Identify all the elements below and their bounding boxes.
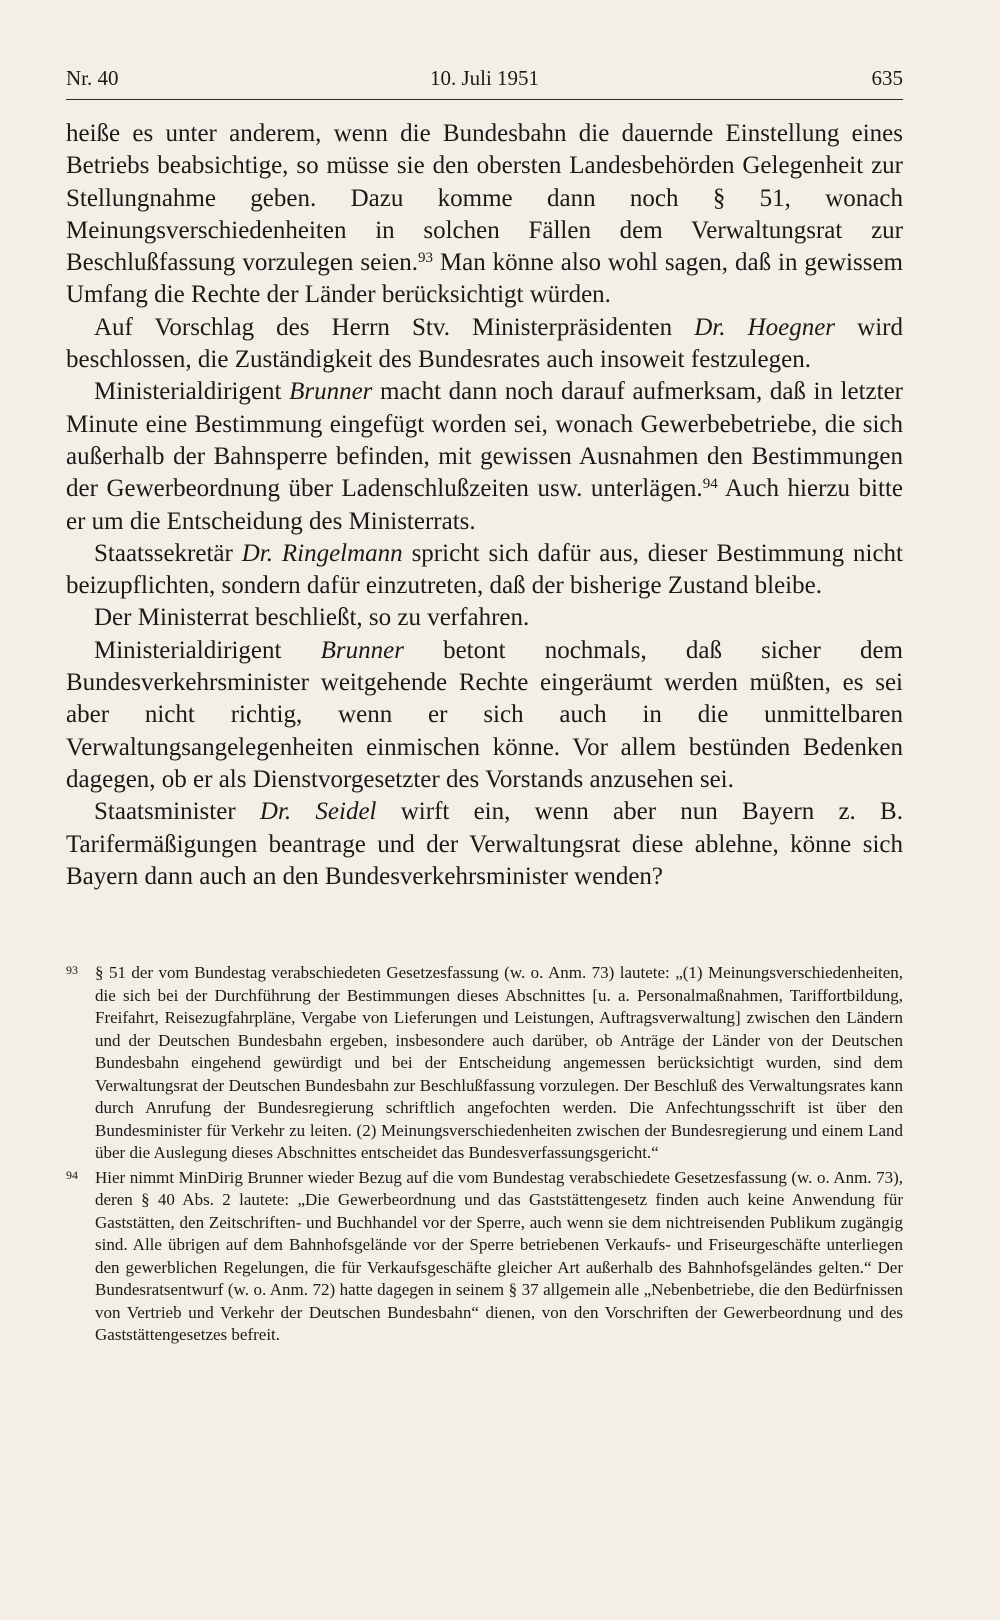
paragraph: heiße es unter anderem, wenn die Bundesbahn die dauernde Einstellung eines Betriebs beabsichtige, so müsse sie den obersten Landesbehörden Gelegenheit zur Stellungnahme geben. Dazu komme dann noch § 51, wonach Meinungsverschiedenheiten in solchen Fällen dem Verwaltungsrat zur Beschlußfassung vorzulegen seien.$^{93}$ Man könne also wohl sagen, daß in gewissem Umfang die Rechte der Länder berücksichtigt würden. <box>66 120 903 309</box>
header-rule <box>66 99 903 100</box>
person-name: Brunner <box>320 636 404 664</box>
footnote-93 <box>66 962 903 1165</box>
footnote-94 <box>66 1167 903 1347</box>
running-header <box>66 62 903 94</box>
page-number: 635 <box>871 66 903 90</box>
footnote-number: 94 <box>66 1167 78 1182</box>
paragraph: Staatsminister Dr. Seidel wirft ein, wenn aber nun Bayern z. B. Tarifermäßigungen beantrage und der Verwaltungsrat diese ablehne, könne sich Bayern dann auch an den Bundesverkehrsminister wenden? <box>66 798 903 890</box>
footnote-text: § 51 der vom Bundestag verabschiedeten Gesetzesfassung (w. o. Anm. 73) lautete: „(1) Meinungsverschiedenheiten, die sich bei der Durchführung der Bestimmungen dieses Abschnittes [u. a. Personalmaßnahmen, Tariffortbildung, Freifahrt, Reisezugfahrpläne, Vergabe von Lieferungen und Leistungen, Auftragsverwaltung] zwischen den Ländern und der Deutschen Bundesbahn ergeben, insbesondere auch darüber, ob Anträge der Länder von der Deutschen Bundesbahn eingehend gewürdigt und bei der Entscheidung angemessen berücksichtigt wurden, sind dem Verwaltungsrat der Deutschen Bundesbahn zur Beschlußfassung vorzulegen. Der Beschluß des Verwaltungsrates kann durch Anrufung der Bundesregierung schriftlich angefochten werden. Die Anfechtungsschrift ist über den Bundesminister für Verkehr zu leiten. (2) Meinungsverschiedenheiten zwischen der Bundesregierung und einem Land über die Auslegung dieses Abschnittes entscheidet das Bundesverfassungsgericht.“ <box>95 963 903 1162</box>
paragraph: Ministerialdirigent Brunner betont nochmals, daß sicher dem Bundesverkehrsminister weitgehende Rechte eingeräumt werden müßten, es sei aber nicht richtig, wenn er sich auch in die unmittelbaren Verwaltungsangelegenheiten einmischen könne. Vor allem bestünden Bedenken dagegen, ob er als Dienstvorgesetzter des Vorstands anzusehen sei. <box>66 636 903 793</box>
paragraph: Der Ministerrat beschließt, so zu verfahren. <box>94 604 530 632</box>
person-name: Dr. Seidel <box>259 798 377 826</box>
issue-number: Nr. 40 <box>66 66 119 90</box>
header-date: 10. Juli 1951 <box>429 66 540 90</box>
footnotes <box>66 962 903 1349</box>
footnote-number: 93 <box>66 963 78 977</box>
paragraph: Ministerialdirigent Brunner macht dann noch darauf aufmerksam, daß in letzter Minute eine Bestimmung eingefügt worden sei, wonach Gewerbebetriebe, die sich außerhalb der Bahnsperre befinden, mit gewissen Ausnahmen den Bestimmungen der Gewerbeordnung über Ladenschlußzeiten usw. unterlägen.$^{94}$ Auch hierzu bitte er um die Entscheidung des Ministerrats. <box>66 378 904 535</box>
main-text <box>66 118 903 893</box>
person-name: Brunner <box>289 378 373 406</box>
person-name: Dr. Ringelmann <box>241 539 403 567</box>
person-name: Dr. Hoegner <box>694 313 836 341</box>
footnote-text: Hier nimmt MinDirig Brunner wieder Bezug auf die vom Bundestag verabschiedete Gesetzesfassung (w. o. Anm. 73), deren § 40 Abs. 2 lautete: „Die Gewerbeordnung und das Gaststättengesetz finden auch keine Anwendung für Gaststätten, den Zeitschriften- und Buchhandel vor der Sperre, auch wenn sie dem nichtreisenden Publikum zugängig sind. Alle übrigen auf dem Bahnhofsgelände vor der Sperre betriebenen Verkaufs- und Friseurgeschäfte unterliegen den gewerblichen Regelungen, die für Verkaufsgeschäfte gleicher Art außerhalb des Bahnhofsgeländes gelten.“ Der Bundesratsentwurf (w. o. Anm. 72) hatte dagegen in seinem § 37 allgemein alle „Nebenbetriebe, die den Bedürfnissen von Vertrieb und Verkehr der Deutschen Bundesbahn“ dienen, von den Vorschriften der Gewerbeordnung und des Gaststättengesetzes befreit. <box>95 1167 903 1344</box>
footnote-ref-93: 93 <box>417 249 433 266</box>
footnote-ref-94: 94 <box>702 476 718 493</box>
paragraph: Staatssekretär Dr. Ringelmann spricht sich dafür aus, dieser Bestimmung nicht beizupflichten, sondern dafür einzutreten, daß der bisherige Zustand bleibe. <box>66 539 903 600</box>
paragraph: Auf Vorschlag des Herrn Stv. Ministerpräsidenten Dr. Hoegner wird beschlossen, die Zuständigkeit des Bundesrates auch insoweit festzulegen. <box>66 313 903 374</box>
